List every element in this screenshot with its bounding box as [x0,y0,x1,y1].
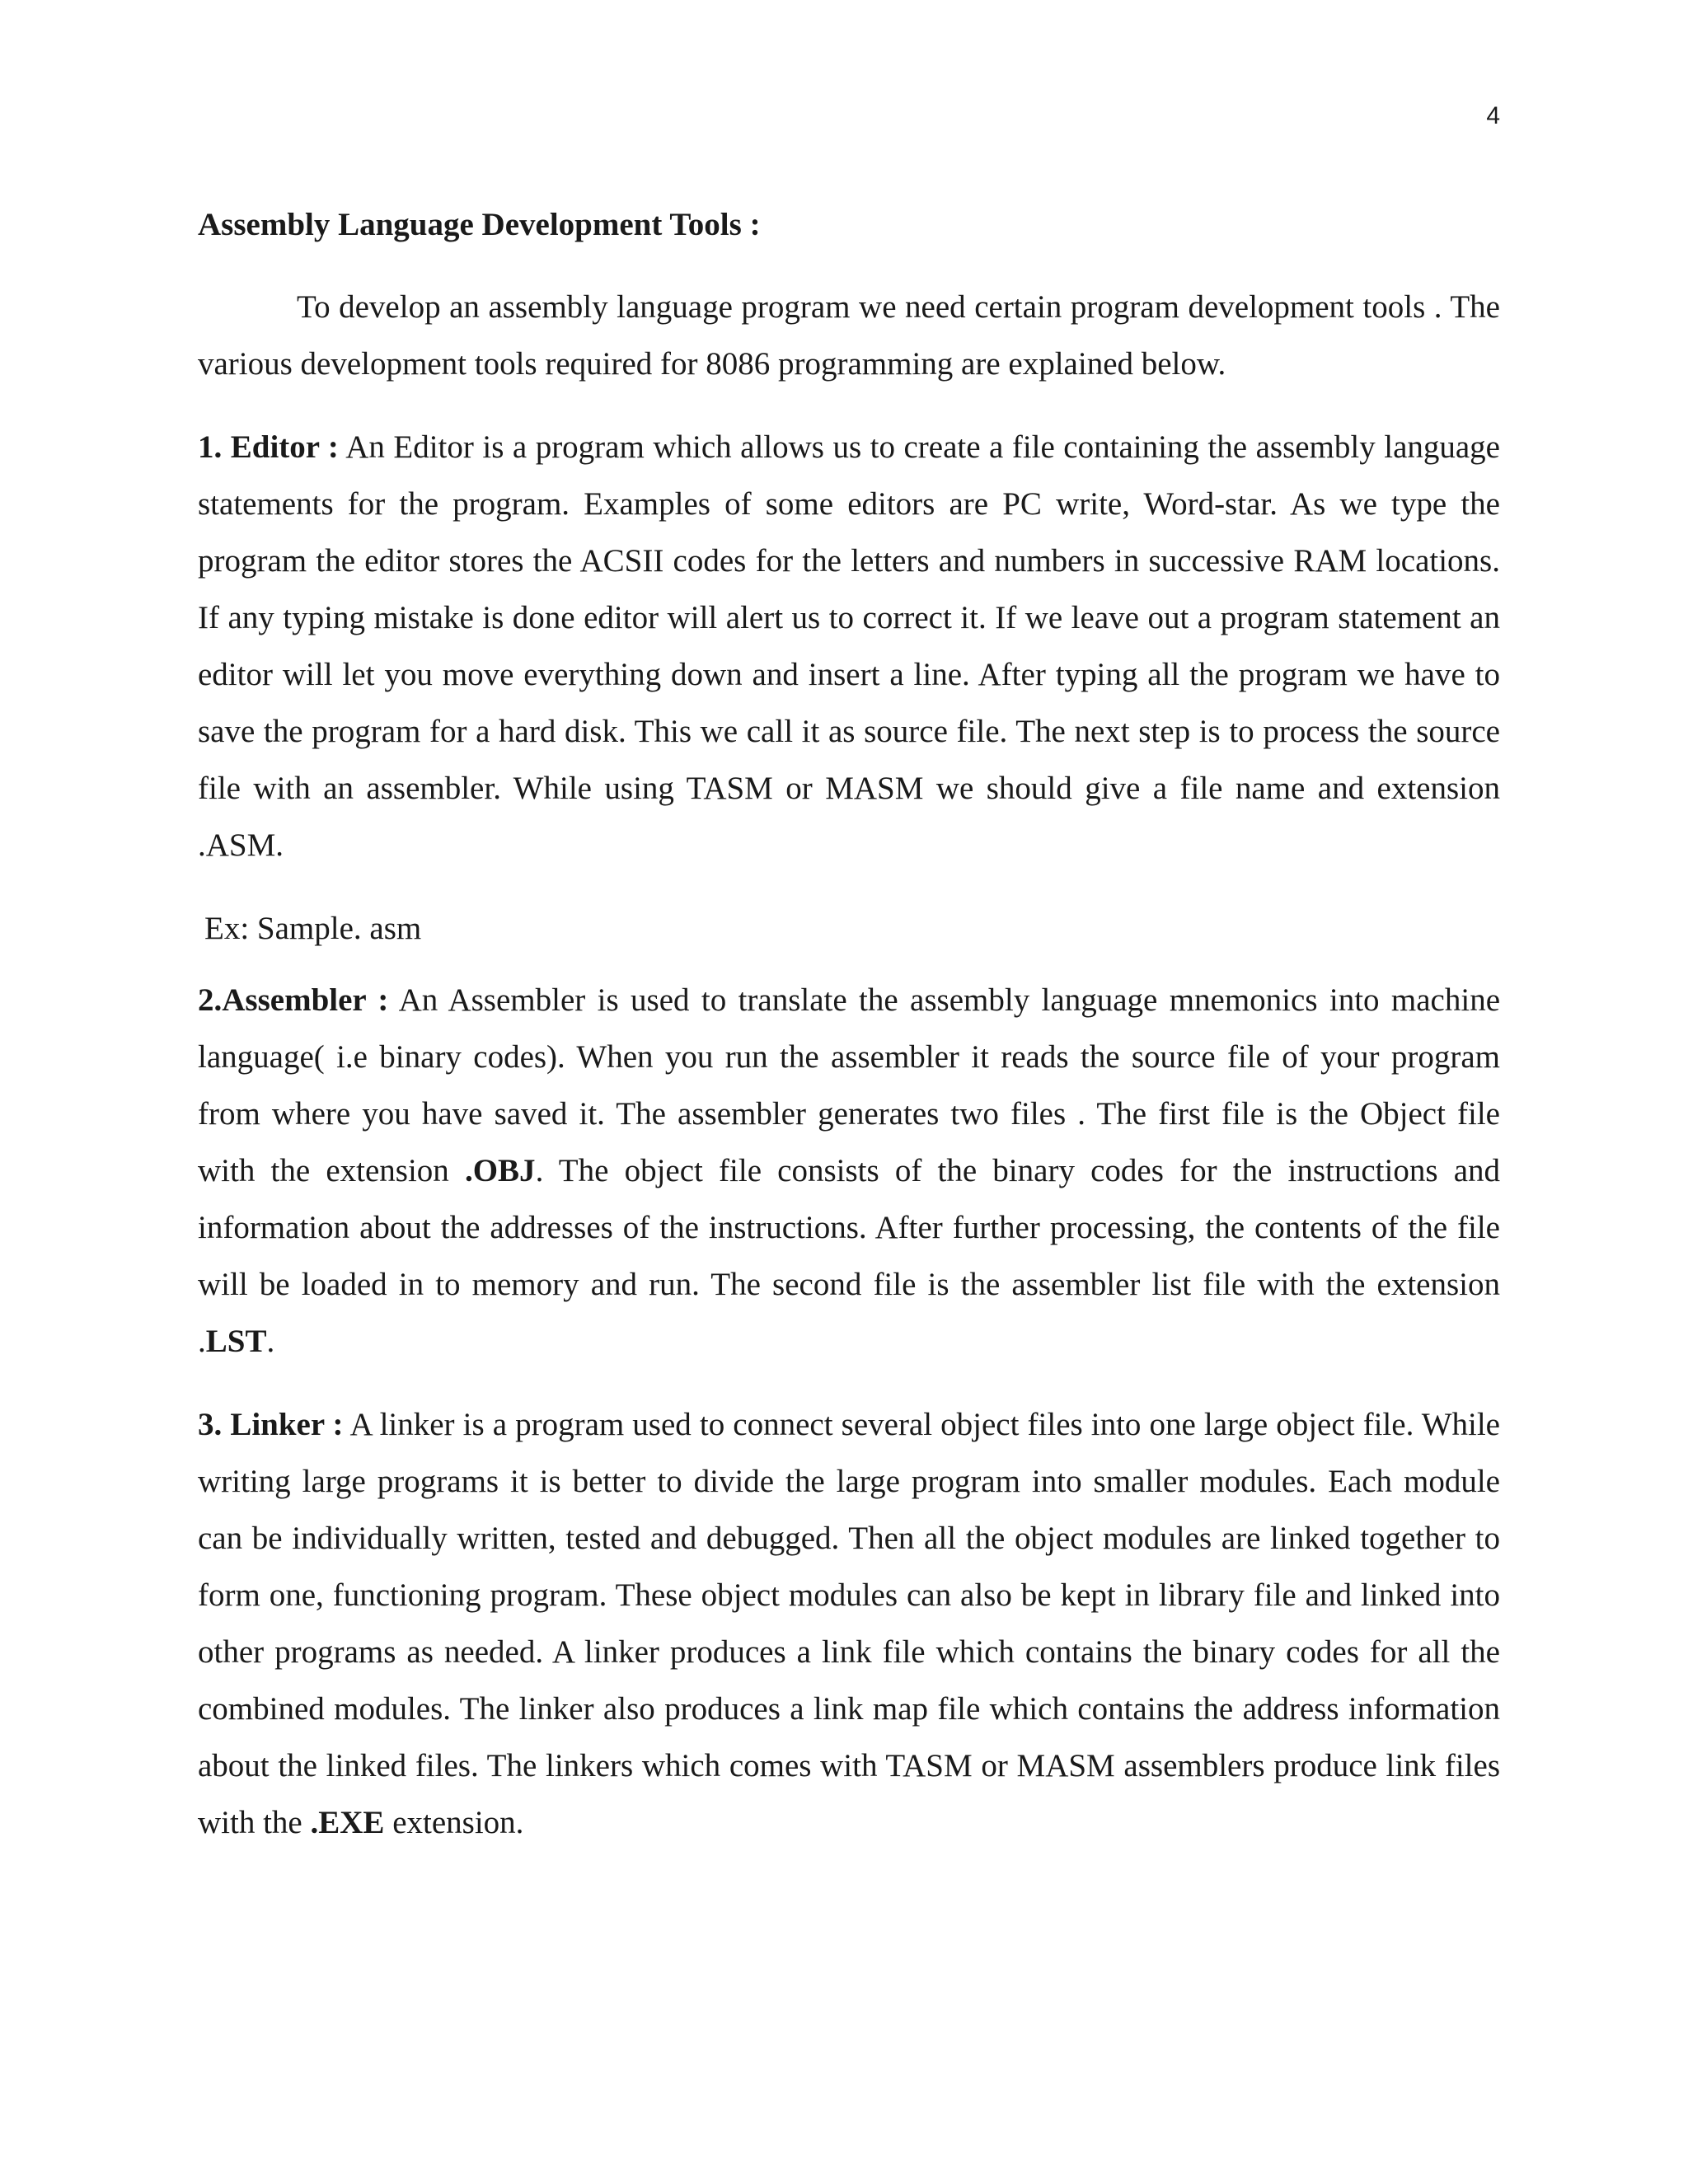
exe-extension: .EXE [310,1805,385,1840]
document-body [198,196,1500,1877]
editor-paragraph [198,419,1500,874]
assembler-text-3: . [266,1324,275,1359]
editor-label: 1. Editor : [198,429,339,465]
editor-text: An Editor is a program which allows us to create a file containing the assembly language statements for the program. Examples of some editors are PC write, Word-star. As we type the program the editor stores the ACSII codes for the letters and numbers in successive RAM locations. If any typing mistake is done editor will alert us to correct it. If we leave out a program statement an editor will let you move everything down and insert a line. After typing all the program we have to save the program for a hard disk. This we call it as source file. The next step is to process the source file with an assembler. While using TASM or MASM we should give a file name and extension .ASM. [198,429,1500,863]
linker-text-2: extension. [384,1805,524,1840]
assembler-label: 2.Assembler : [198,982,389,1018]
linker-text-1: A linker is a program used to connect several object files into one large object file. While writing large programs it is better to divide the large program into smaller modules. Each module can be individually written, tested and debugged. Then all the object modules are linked together to form one, functioning program. These object modules can also be kept in library file and linked into other programs as needed. A linker produces a link file which contains the binary codes for all the combined modules. The linker also produces a link map file which contains the address information about the linked files. The linkers which comes with TASM or MASM assemblers produce link files with the [198,1407,1500,1840]
assembler-text-2: . The object file consists of the binary codes for the instructions and information about the addresses of the instructions. After further processing, the contents of the file will be loaded in to memory and run. The second file is the assembler list file with the extension . [198,1153,1500,1359]
linker-label: 3. Linker : [198,1407,344,1442]
assembler-text-1: An Assembler is used to translate the assembly language mnemonics into machine language( i.e binary codes). When you run the assembler it reads the source file of your program from where you have saved it. The assembler generates two files . The first file is the Object file with the extension [198,982,1501,1188]
page-number: 4 [1486,102,1500,129]
intro-paragraph: To develop an assembly language program we need certain program development tools . The various development tools required for 8086 programming are explained below. [198,289,1500,382]
linker-paragraph [198,1396,1500,1851]
section-heading: Assembly Language Development Tools : [198,207,761,242]
assembler-paragraph [198,972,1500,1370]
lst-extension: LST [205,1324,267,1359]
obj-extension: .OBJ [464,1153,536,1188]
example-line: Ex: Sample. asm [204,911,422,946]
